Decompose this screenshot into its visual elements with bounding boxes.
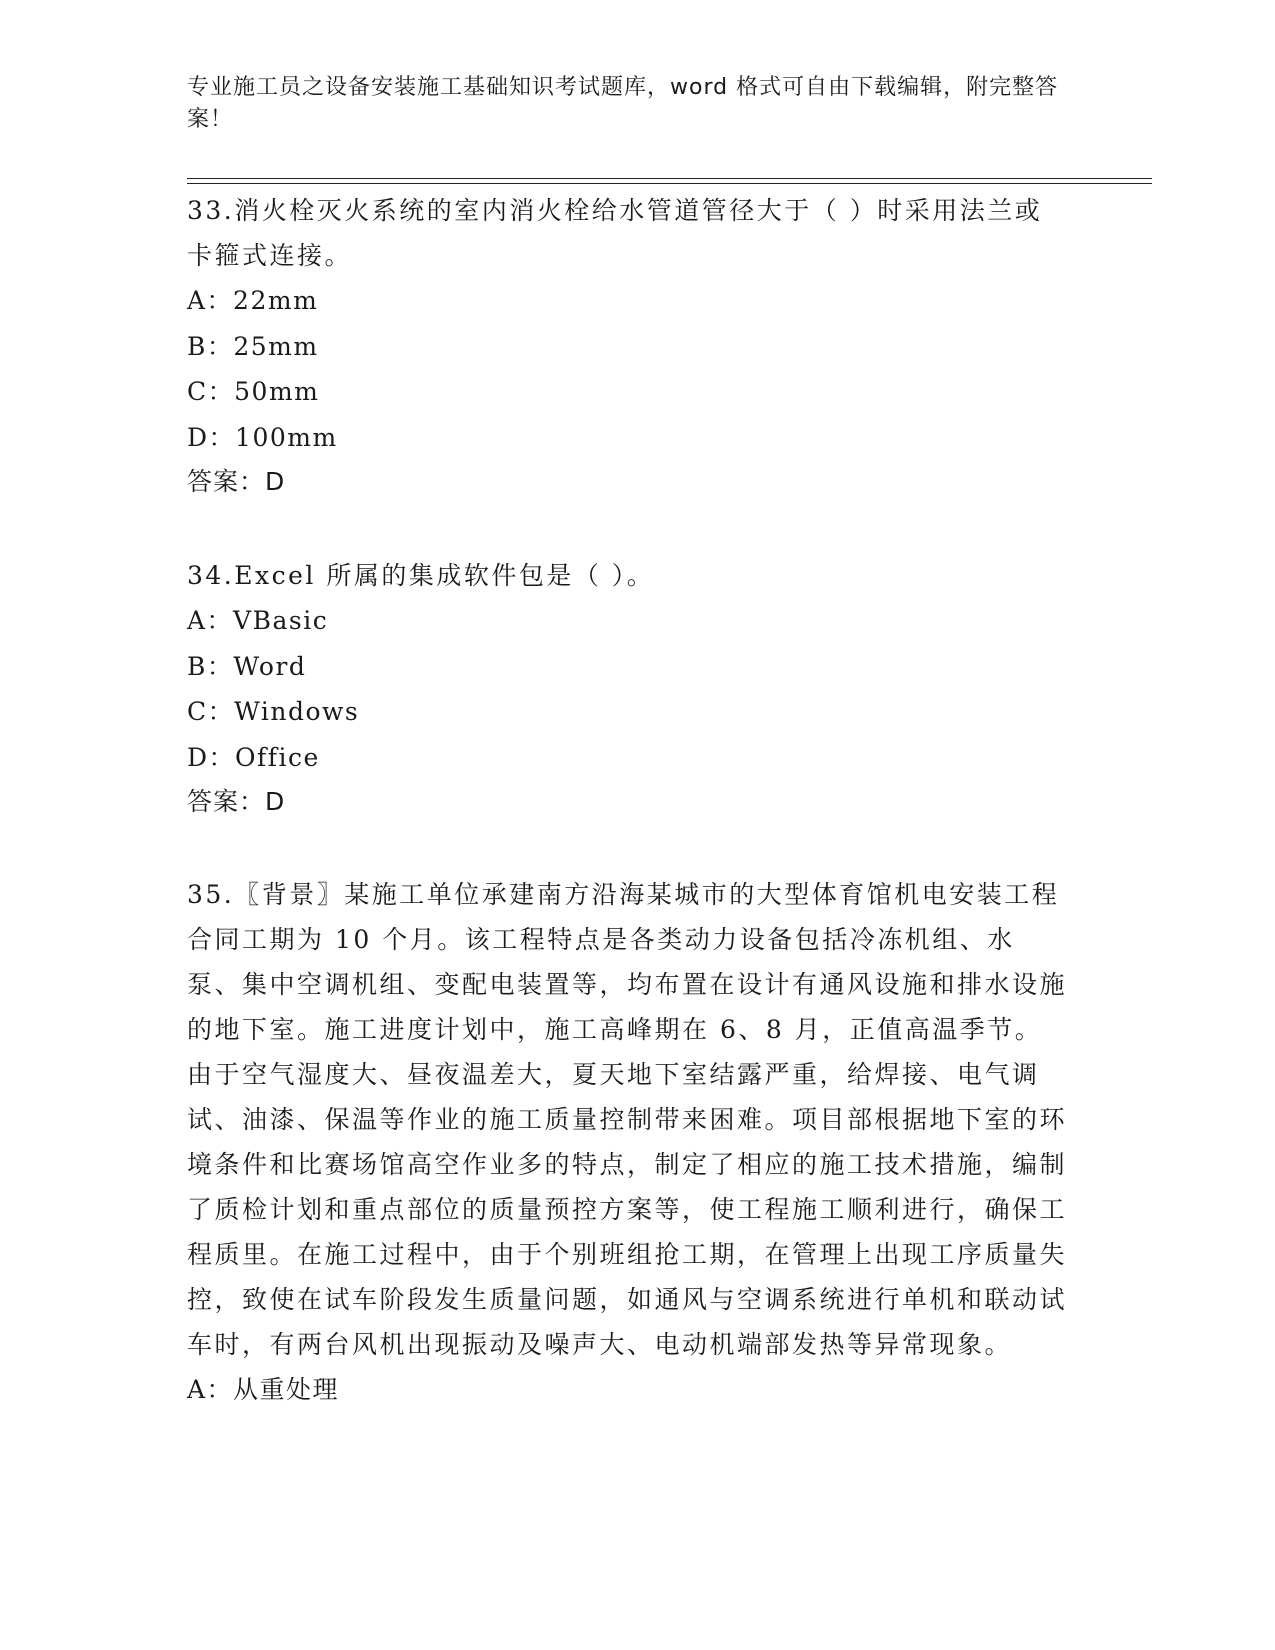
option-d: D：100mm (187, 422, 338, 452)
option-a: A：从重处理 (187, 1375, 340, 1404)
option-c: C：50mm (187, 377, 320, 406)
document-header: 专业施工员之设备安装施工基础知识考试题库，word 格式可自由下载编辑，附完整答案！ (187, 75, 1059, 132)
answer-line: 答案：D (187, 467, 286, 496)
option-a: A：VBasic (187, 606, 329, 635)
question-stem: 34.Excel 所属的集成软件包是（ ）。 (187, 561, 655, 590)
option-b: B：25mm (187, 331, 319, 361)
question-stem: 35.〖背景〗某施工单位承建南方沿海某城市的大型体育馆机电安装工程合同工期为 10 个月。该工程特点是各类动力设备包括冷冻机组、水泵、集中空调机组、变配电装置等，均布置在设计有通风设施和排水设施的地下室。施工进度计划中，施工高峰期在 6、8 月，正值高温季节。由于空气湿度大、昼夜温差大，夏天地下室结露严重，给焊接、电气调试、油漆、保温等作业的施工质量控制带来困难。项目部根据地下室的环境条件和比赛场馆高空作业多的特点，制定了相应的施工技术措施，编制了质检计划和重点部位的质量预控方案等，使工程施工顺利进行，确保工程质里。在施工过程中，由于个别班组抢工期，在管理上出现工序质量失控，致使在试车阶段发生质量问题，如通风与空调系统进行单机和联动试车时，有两台风机出现振动及噪声大、电动机端部发热等异常现象。 (187, 880, 1068, 1359)
header-divider-top (187, 178, 1152, 179)
question-35 (187, 872, 1067, 1413)
answer-line: 答案：D (187, 787, 286, 816)
question-stem: 33.消火栓灭火系统的室内消火栓给水管道管径大于（ ）时采用法兰或卡箍式连接。 (187, 196, 1043, 270)
header-divider-bottom (187, 183, 1152, 184)
option-a: A：22mm (187, 286, 319, 315)
option-b: B：Word (187, 651, 307, 681)
question-34 (187, 553, 1067, 824)
option-d: D：Office (187, 742, 320, 772)
question-33 (187, 188, 1067, 504)
option-c: C：Windows (187, 697, 360, 726)
